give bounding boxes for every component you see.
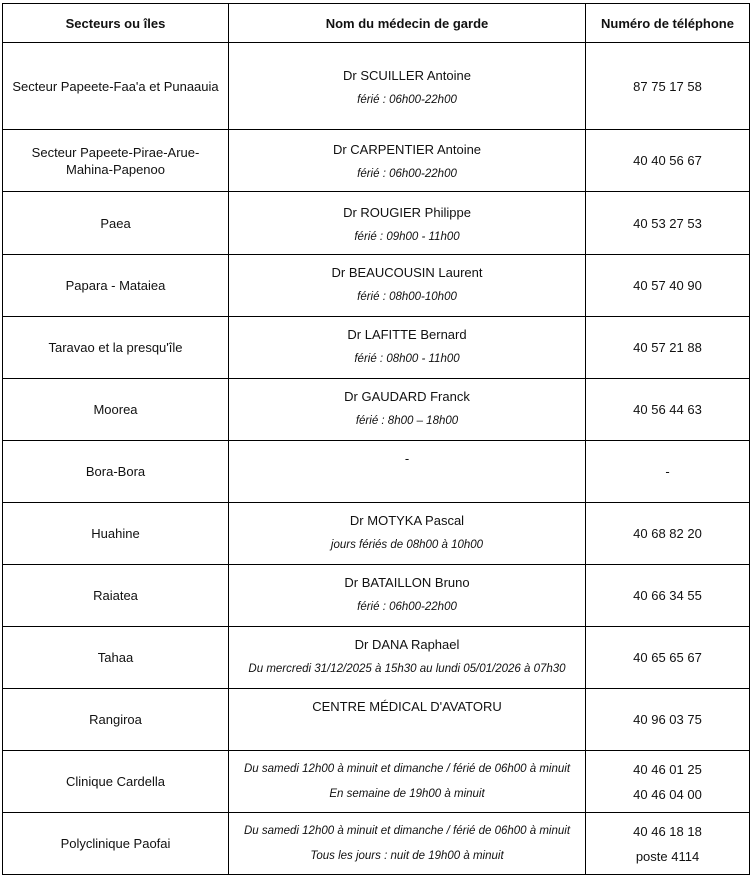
table-row bbox=[3, 379, 750, 441]
phone-cell: 40 57 40 90 bbox=[586, 255, 750, 317]
table-row bbox=[3, 503, 750, 565]
table-row bbox=[3, 627, 750, 689]
on-call-doctors-table bbox=[2, 3, 750, 875]
doctor-name: Dr LAFITTE Bernard bbox=[347, 327, 467, 342]
doctor-cell bbox=[229, 627, 586, 689]
doctor-cell bbox=[229, 689, 586, 751]
table-row bbox=[3, 43, 750, 130]
schedule-cell bbox=[229, 813, 586, 875]
phone-cell bbox=[586, 813, 750, 875]
table-row bbox=[3, 689, 750, 751]
phone-number: 40 46 18 18 bbox=[633, 823, 702, 839]
doctor-cell bbox=[229, 441, 586, 503]
duty-hours: férié : 09h00 - 11h00 bbox=[354, 231, 460, 243]
sector-cell: Papara - Mataiea bbox=[3, 255, 229, 317]
table-row bbox=[3, 813, 750, 875]
sector-cell: Bora-Bora bbox=[3, 441, 229, 503]
doctor-cell bbox=[229, 503, 586, 565]
sector-cell: Secteur Papeete-Faa'a et Punaauia bbox=[3, 43, 229, 130]
doctor-name: Dr ROUGIER Philippe bbox=[343, 205, 471, 220]
phone-cell: 40 56 44 63 bbox=[586, 379, 750, 441]
header-sector: Secteurs ou îles bbox=[3, 4, 229, 43]
schedule-cell bbox=[229, 751, 586, 813]
duty-hours: férié : 08h00 - 11h00 bbox=[354, 353, 460, 365]
doctor-name: Dr MOTYKA Pascal bbox=[349, 513, 465, 528]
phone-cell: 40 65 65 67 bbox=[586, 627, 750, 689]
sector-cell: Rangiroa bbox=[3, 689, 229, 751]
header-phone: Numéro de téléphone bbox=[586, 4, 750, 43]
doctor-name: Dr DANA Raphael bbox=[354, 637, 460, 652]
sector-cell: Clinique Cardella bbox=[3, 751, 229, 813]
phone-cell: - bbox=[586, 441, 750, 503]
phone-cell: 40 96 03 75 bbox=[586, 689, 750, 751]
doctor-cell bbox=[229, 255, 586, 317]
table-row bbox=[3, 192, 750, 255]
doctor-cell bbox=[229, 192, 586, 255]
doctor-cell bbox=[229, 130, 586, 192]
sector-cell: Huahine bbox=[3, 503, 229, 565]
phone-cell: 40 66 34 55 bbox=[586, 565, 750, 627]
table-row bbox=[3, 565, 750, 627]
sector-cell: Secteur Papeete-Pirae-Arue-Mahina-Papenoo bbox=[3, 130, 229, 192]
doctor-cell bbox=[229, 317, 586, 379]
doctor-cell bbox=[229, 43, 586, 130]
table-row bbox=[3, 255, 750, 317]
phone-cell: 40 40 56 67 bbox=[586, 130, 750, 192]
duty-hours: jours fériés de 08h00 à 10h00 bbox=[330, 539, 484, 551]
sector-cell: Tahaa bbox=[3, 627, 229, 689]
schedule-weekend: Du samedi 12h00 à minuit et dimanche / férié de 06h00 à minuit bbox=[243, 762, 571, 775]
table-row bbox=[3, 130, 750, 192]
sector-cell: Paea bbox=[3, 192, 229, 255]
header-doctor: Nom du médecin de garde bbox=[229, 4, 586, 43]
sector-cell: Taravao et la presqu'île bbox=[3, 317, 229, 379]
doctor-name: CENTRE MÉDICAL D'AVATORU bbox=[312, 699, 502, 714]
phone-cell bbox=[586, 751, 750, 813]
phone-cell: 40 68 82 20 bbox=[586, 503, 750, 565]
doctor-name: Dr GAUDARD Franck bbox=[344, 389, 470, 404]
table-row bbox=[3, 751, 750, 813]
table-row bbox=[3, 317, 750, 379]
schedule-nightly: Tous les jours : nuit de 19h00 à minuit bbox=[310, 849, 504, 862]
doctor-cell bbox=[229, 565, 586, 627]
phone-number: 40 46 01 25 bbox=[633, 761, 702, 777]
sector-cell: Raiatea bbox=[3, 565, 229, 627]
schedule-weekday: En semaine de 19h00 à minuit bbox=[329, 787, 485, 800]
doctor-cell bbox=[229, 379, 586, 441]
duty-hours: férié : 06h00-22h00 bbox=[357, 168, 457, 180]
phone-cell: 87 75 17 58 bbox=[586, 43, 750, 130]
duty-hours: férié : 8h00 – 18h00 bbox=[355, 415, 459, 427]
phone-number: 40 46 04 00 bbox=[633, 786, 702, 802]
duty-hours: férié : 06h00-22h00 bbox=[357, 601, 457, 613]
table-header-row bbox=[3, 4, 750, 43]
duty-hours: Du mercredi 31/12/2025 à 15h30 au lundi 05/01/2026 à 07h30 bbox=[248, 663, 566, 675]
table-row bbox=[3, 441, 750, 503]
phone-cell: 40 53 27 53 bbox=[586, 192, 750, 255]
doctor-name: - bbox=[404, 451, 410, 466]
sector-cell: Moorea bbox=[3, 379, 229, 441]
doctor-name: Dr SCUILLER Antoine bbox=[343, 68, 471, 83]
doctor-name: Dr BATAILLON Bruno bbox=[344, 575, 470, 590]
duty-hours: férié : 06h00-22h00 bbox=[357, 94, 457, 106]
phone-extension: poste 4114 bbox=[635, 848, 700, 864]
doctor-name: Dr BEAUCOUSIN Laurent bbox=[331, 265, 483, 280]
sector-cell: Polyclinique Paofai bbox=[3, 813, 229, 875]
doctor-name: Dr CARPENTIER Antoine bbox=[332, 142, 482, 157]
schedule-weekend: Du samedi 12h00 à minuit et dimanche / férié de 06h00 à minuit bbox=[243, 824, 571, 837]
duty-hours: férié : 08h00-10h00 bbox=[357, 291, 457, 303]
phone-cell: 40 57 21 88 bbox=[586, 317, 750, 379]
